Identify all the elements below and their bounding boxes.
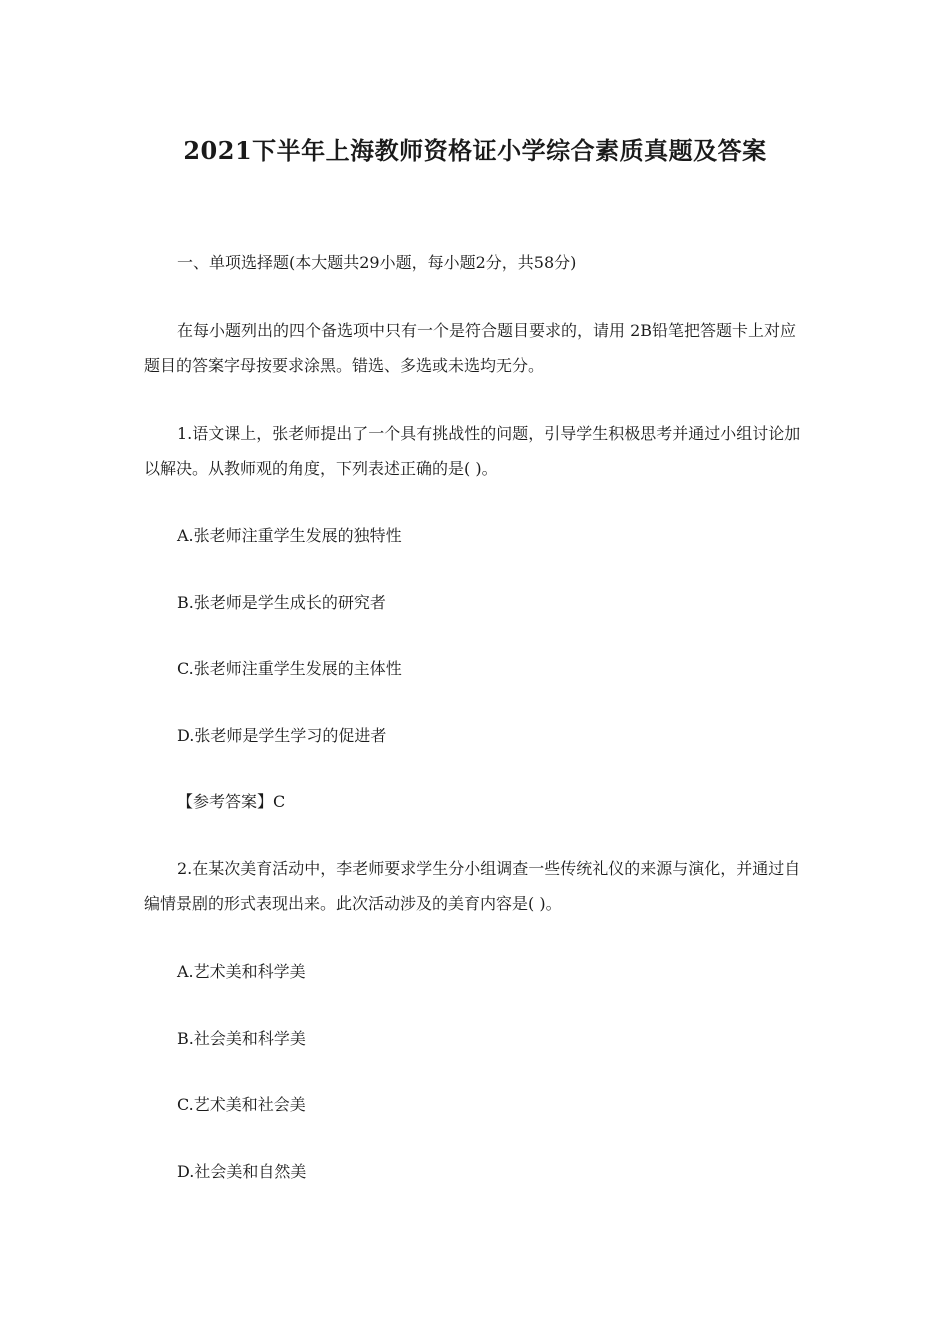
question-2-option-b: B.社会美和科学美 bbox=[177, 1029, 306, 1048]
question-2-option-a: A.艺术美和科学美 bbox=[177, 962, 306, 981]
instructions-paragraph: 在每小题列出的四个备选项中只有一个是符合题目要求的，请用 2B铅笔把答题卡上对应题目的答案字母按要求涂黑。错选、多选或未选均无分。 bbox=[144, 321, 797, 375]
question-1-option-d: D.张老师是学生学习的促进者 bbox=[177, 726, 387, 745]
question-1-answer: 【参考答案】C bbox=[177, 792, 286, 811]
question-1-option-c: C.张老师注重学生发展的主体性 bbox=[177, 659, 402, 678]
question-2-option-c: C.艺术美和社会美 bbox=[177, 1095, 306, 1114]
question-2-option-d: D.社会美和自然美 bbox=[177, 1162, 307, 1181]
question-1-option-a: A.张老师注重学生发展的独特性 bbox=[177, 526, 402, 545]
question-1-option-b: B.张老师是学生成长的研究者 bbox=[177, 593, 386, 612]
question-2-stem: 2.在某次美育活动中，李老师要求学生分小组调查一些传统礼仪的来源与演化，并通过自编情景剧的形式表现出来。此次活动涉及的美育内容是( )。 bbox=[144, 859, 801, 913]
section-heading: 一、单项选择题(本大题共29小题，每小题2分，共58分) bbox=[177, 253, 577, 272]
question-1-stem: 1.语文课上，张老师提出了一个具有挑战性的问题，引导学生积极思考并通过小组讨论加以解决。从教师观的角度，下列表述正确的是( )。 bbox=[144, 424, 801, 478]
document-title: 2021下半年上海教师资格证小学综合素质真题及答案 bbox=[183, 136, 767, 165]
